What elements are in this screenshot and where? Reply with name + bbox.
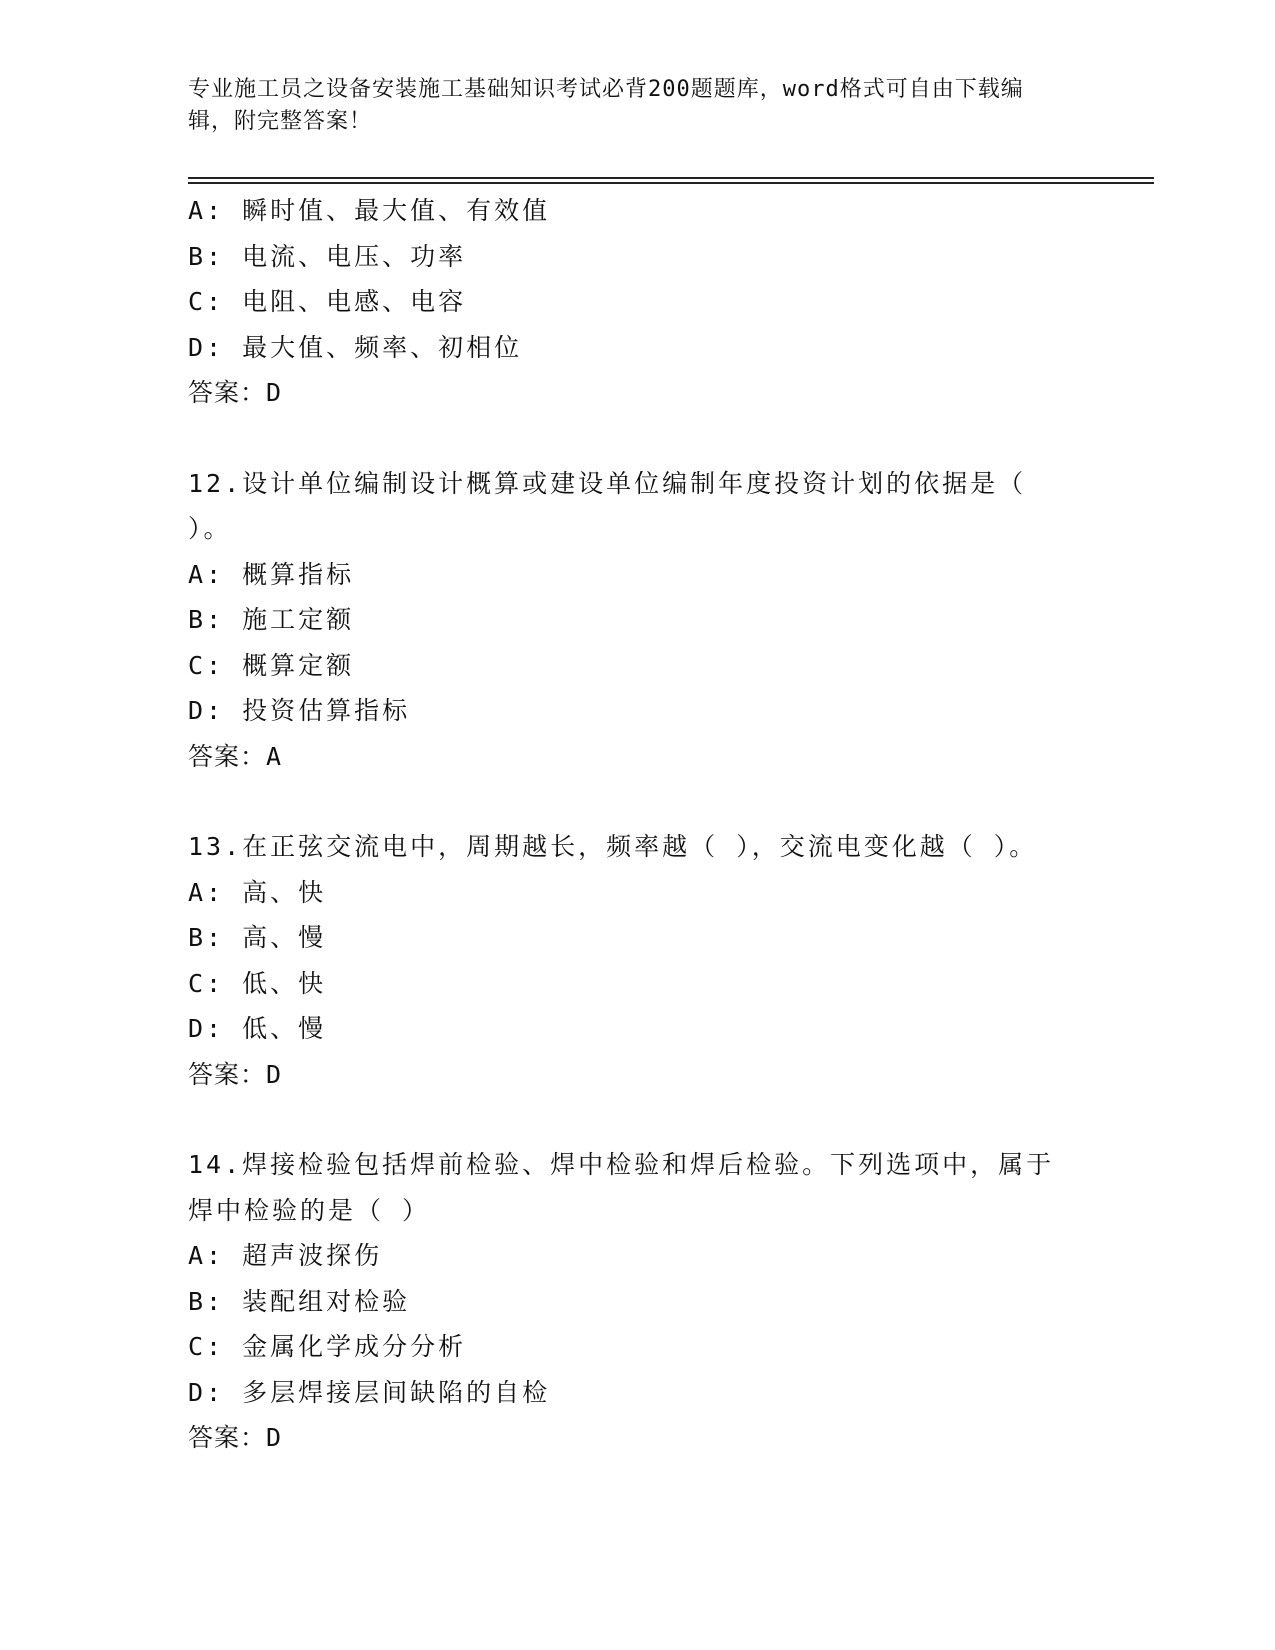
header-divider-top	[188, 177, 1154, 179]
option-b: B: 电流、电压、功率	[188, 241, 467, 271]
option-b: B: 施工定额	[188, 605, 355, 634]
document-header: 专业施工员之设备安装施工基础知识考试必背200题题库，word格式可自由下载编辑，附完整答案！	[188, 77, 1024, 134]
question-14	[188, 1142, 1088, 1461]
option-b: B: 高、慢	[188, 923, 327, 952]
question-13	[188, 824, 1088, 1097]
question-11-continued	[188, 188, 1088, 416]
option-d: D: 投资估算指标	[188, 696, 411, 725]
question-12	[188, 461, 1088, 780]
question-text: 13.在正弦交流电中，周期越长，频率越（ ），交流电变化越（ ）。	[188, 832, 1038, 861]
question-list	[188, 188, 1088, 1461]
option-c: C: 概算定额	[188, 650, 355, 680]
option-a: A: 超声波探伤	[188, 1241, 383, 1270]
option-c: C: 电阻、电感、电容	[188, 287, 467, 316]
option-a: A: 高、快	[188, 877, 327, 907]
option-d: D: 低、慢	[188, 1014, 327, 1043]
answer-line: 答案：A	[188, 741, 283, 771]
option-d: D: 最大值、频率、初相位	[188, 332, 523, 362]
option-c: C: 金属化学成分分析	[188, 1332, 467, 1361]
question-text: 12.设计单位编制设计概算或建设单位编制年度投资计划的依据是（ ）。	[188, 468, 1027, 543]
question-text: 14.焊接检验包括焊前检验、焊中检验和焊后检验。下列选项中，属于焊中检验的是（ ）	[188, 1150, 1055, 1225]
option-d: D: 多层焊接层间缺陷的自检	[188, 1377, 551, 1407]
header-divider-bottom	[188, 182, 1154, 184]
answer-line: 答案：D	[188, 378, 283, 407]
option-a: A: 概算指标	[188, 559, 355, 589]
option-b: B: 装配组对检验	[188, 1286, 411, 1316]
answer-line: 答案：D	[188, 1423, 283, 1452]
option-c: C: 低、快	[188, 968, 327, 998]
answer-line: 答案：D	[188, 1059, 283, 1089]
option-a: A: 瞬时值、最大值、有效值	[188, 196, 551, 225]
